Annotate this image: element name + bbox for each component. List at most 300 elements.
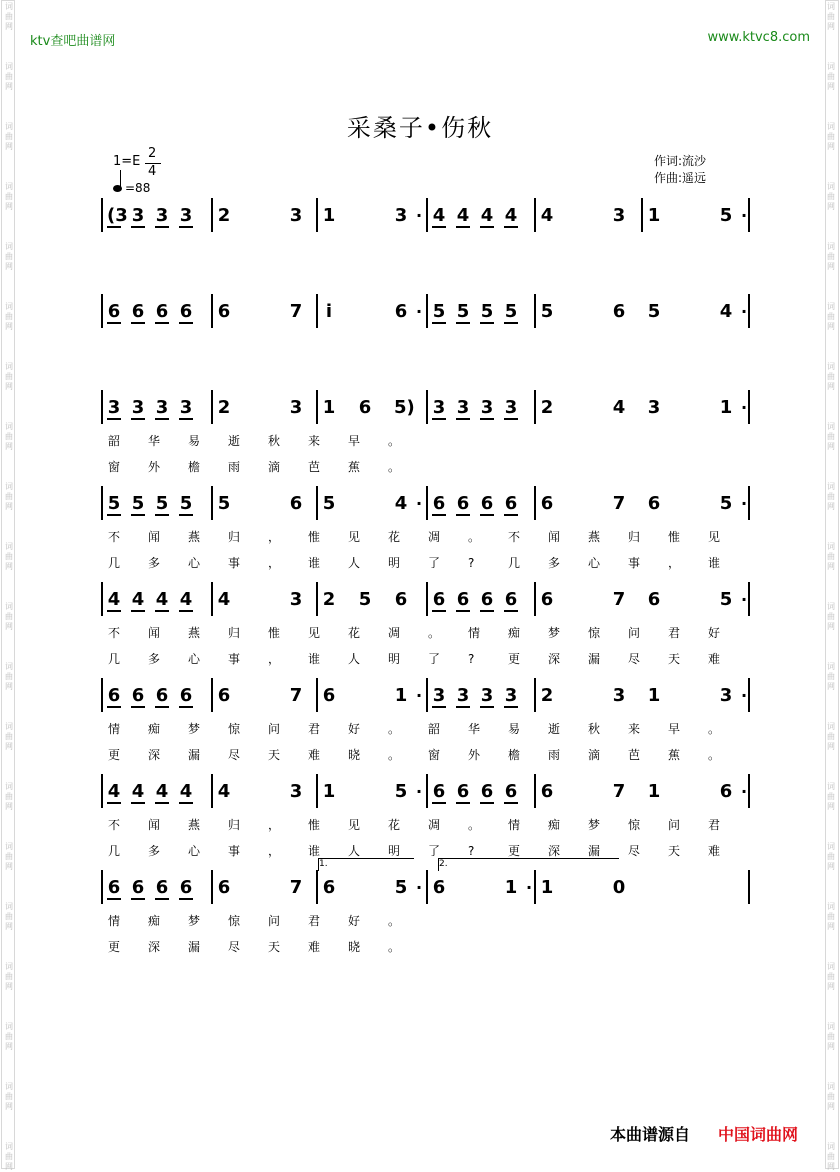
note: 6 (456, 589, 470, 610)
lyric-char: 问 (628, 626, 641, 640)
watermark-text: 词 曲 网 (5, 1142, 13, 1171)
note: 6 (456, 493, 470, 514)
watermark-text: 词 曲 网 (827, 1022, 835, 1051)
barline-end (748, 870, 750, 904)
note: 6 (540, 589, 554, 610)
lyric-char: ， (268, 556, 281, 570)
footer-site-link[interactable]: 中国词曲网 (718, 1125, 799, 1144)
note: 3 (612, 685, 626, 706)
watermark-text: 词 曲 网 (5, 542, 13, 571)
lyric-char: 逝 (548, 722, 561, 736)
lyric-char: 漏 (588, 652, 601, 666)
barline (211, 294, 213, 328)
barline (426, 198, 428, 232)
lyric-char: 芭 (308, 460, 321, 474)
note: 4 (155, 781, 169, 802)
lyric-char: 不 (508, 530, 521, 544)
lyric-char: 问 (268, 914, 281, 928)
barline (316, 678, 318, 712)
barline (426, 582, 428, 616)
watermark-text: 词 曲 网 (827, 662, 835, 691)
lyric-char: 惟 (268, 626, 281, 640)
note: 6 (107, 301, 121, 322)
watermark-text: 词 曲 网 (827, 602, 835, 631)
lyric-char: 事 (228, 844, 241, 858)
note: 6 (480, 589, 494, 610)
barline (534, 486, 536, 520)
note: 4 (540, 205, 554, 226)
note: 6 (217, 877, 231, 898)
lyric-char: ， (268, 530, 281, 544)
lyric-char: 君 (708, 818, 721, 832)
note: 5 (432, 301, 446, 322)
lyric-char: 更 (508, 844, 521, 858)
note: 5 (719, 493, 733, 514)
lyric-char: 情 (108, 722, 121, 736)
lyric-char: 谁 (308, 556, 321, 570)
lyric-char: 燕 (188, 626, 201, 640)
note: i (325, 301, 333, 322)
note: 3 (289, 589, 303, 610)
song-title: 采桑子•伤秋 (346, 114, 494, 142)
augmentation-dot: · (741, 302, 748, 321)
note: 4 (432, 205, 446, 226)
lyric-char: 事 (228, 652, 241, 666)
lyric-char: 更 (108, 940, 121, 954)
note: 1 (647, 685, 661, 706)
lyric-char: 凋 (428, 530, 441, 544)
note: 6 (540, 493, 554, 514)
augmentation-dot: · (416, 494, 423, 513)
watermark-text: 词 曲 网 (827, 122, 835, 151)
note: 7 (612, 781, 626, 802)
note: 5 (179, 493, 193, 514)
barline (211, 870, 213, 904)
barline (534, 870, 536, 904)
note: 1 (647, 205, 661, 226)
barline (101, 390, 103, 424)
note: 4 (179, 589, 193, 610)
lyric-char: 漏 (188, 940, 201, 954)
lyric-char: 早 (348, 434, 361, 448)
note: 5 (394, 781, 408, 802)
note: 5 (719, 205, 733, 226)
lyric-char: 惊 (588, 626, 601, 640)
note: 6 (504, 781, 518, 802)
left-border-strip (1, 0, 15, 1169)
lyric-char: 多 (148, 556, 161, 570)
watermark-text: 词 曲 网 (5, 62, 13, 91)
note: 6 (540, 781, 554, 802)
lyric-char: 秋 (588, 722, 601, 736)
barline (534, 390, 536, 424)
lyric-char: 痴 (548, 818, 561, 832)
watermark-text: 词 曲 网 (827, 422, 835, 451)
lyric-char: 闻 (148, 530, 161, 544)
lyric-char: 逝 (228, 434, 241, 448)
lyric-char: 尽 (228, 940, 241, 954)
lyric-char: 谁 (308, 844, 321, 858)
barline (426, 486, 428, 520)
lyric-char: 。 (388, 748, 401, 762)
barline (534, 294, 536, 328)
lyric-char: 窗 (108, 460, 121, 474)
watermark-text: 词 曲 网 (5, 662, 13, 691)
watermark-text: 词 曲 网 (827, 902, 835, 931)
header-site-name[interactable]: ktv查吧曲谱网 (30, 34, 116, 49)
note: 2 (217, 397, 231, 418)
note: 5) (394, 397, 415, 418)
lyric-char: 滴 (268, 460, 281, 474)
augmentation-dot: · (741, 686, 748, 705)
lyric-char: 归 (228, 530, 241, 544)
lyric-char: 明 (388, 556, 401, 570)
note: 0 (612, 877, 626, 898)
lyric-char: 芭 (628, 748, 641, 762)
note: 6 (432, 589, 446, 610)
lyric-char: 惟 (668, 530, 681, 544)
note: 6 (647, 493, 661, 514)
composer-credit: 作曲:遥远 (654, 171, 707, 185)
lyric-char: 多 (548, 556, 561, 570)
note: 6 (647, 589, 661, 610)
lyric-char: ， (268, 652, 281, 666)
note: 5 (504, 301, 518, 322)
lyric-char: 华 (148, 434, 161, 448)
lyric-char: 见 (308, 626, 321, 640)
lyric-char: 外 (148, 460, 161, 474)
barline (641, 198, 643, 232)
note: 7 (289, 877, 303, 898)
augmentation-dot: · (741, 206, 748, 225)
note: 5 (155, 493, 169, 514)
note: 4 (107, 589, 121, 610)
lyric-char: 花 (388, 818, 401, 832)
lyric-char: 谁 (708, 556, 721, 570)
note: 6 (322, 877, 336, 898)
watermark-text: 词 曲 网 (5, 2, 13, 31)
note: 4 (480, 205, 494, 226)
lyric-char: 心 (188, 556, 201, 570)
barline (426, 678, 428, 712)
watermark-text: 词 曲 网 (5, 842, 13, 871)
lyric-char: 惊 (228, 722, 241, 736)
watermark-text: 词 曲 网 (5, 962, 13, 991)
note: 4 (179, 781, 193, 802)
lyric-char: 明 (388, 844, 401, 858)
lyric-char: 难 (308, 748, 321, 762)
augmentation-dot: · (416, 302, 423, 321)
note: 6 (358, 397, 372, 418)
note: 6 (217, 685, 231, 706)
note: 4 (107, 781, 121, 802)
note: 3 (480, 685, 494, 706)
barline-end (748, 486, 750, 520)
barline (316, 486, 318, 520)
lyric-char: 易 (508, 722, 521, 736)
lyric-char: 天 (268, 748, 281, 762)
augmentation-dot: · (741, 398, 748, 417)
watermark-text: 词 曲 网 (827, 962, 835, 991)
note: 3 (179, 397, 193, 418)
note: 6 (131, 877, 145, 898)
note: 1 (647, 781, 661, 802)
lyric-char: 好 (348, 722, 361, 736)
lyric-char: ? (468, 556, 475, 570)
lyric-char: 难 (708, 844, 721, 858)
lyric-char: 更 (108, 748, 121, 762)
time-sig-bottom: 4 (148, 164, 157, 179)
barline (101, 870, 103, 904)
barline (316, 198, 318, 232)
note: 3 (432, 397, 446, 418)
note: 7 (612, 493, 626, 514)
barline (211, 582, 213, 616)
lyric-char: 晓 (348, 748, 361, 762)
lyric-char: 窗 (428, 748, 441, 762)
lyric-char: 几 (108, 652, 121, 666)
barline (101, 198, 103, 232)
lyric-char: 好 (348, 914, 361, 928)
barline-end (748, 198, 750, 232)
lyric-char: 多 (148, 844, 161, 858)
tempo-marking: =88 (125, 181, 151, 195)
barline (316, 582, 318, 616)
watermark-text: 词 曲 网 (5, 182, 13, 211)
note: 3 (155, 205, 169, 226)
note: 2 (217, 205, 231, 226)
lyric-char: 不 (108, 818, 121, 832)
note: 6 (504, 589, 518, 610)
note: 6 (217, 301, 231, 322)
lyric-char: 凋 (388, 626, 401, 640)
lyric-char: 痴 (508, 626, 521, 640)
header-site-url[interactable]: www.ktvc8.com (707, 30, 810, 45)
note: 7 (289, 685, 303, 706)
note: 4 (217, 589, 231, 610)
lyric-char: 。 (468, 818, 481, 832)
lyric-char: 见 (348, 818, 361, 832)
lyric-char: 雨 (548, 748, 561, 762)
barline (534, 582, 536, 616)
lyric-char: 心 (188, 844, 201, 858)
lyric-char: 燕 (188, 818, 201, 832)
lyric-char: ， (268, 818, 281, 832)
barline (211, 678, 213, 712)
lyric-char: 不 (108, 530, 121, 544)
lyric-char: 尽 (228, 748, 241, 762)
lyric-char: 燕 (588, 530, 601, 544)
watermark-text: 词 曲 网 (5, 602, 13, 631)
barline (101, 294, 103, 328)
note: 3 (394, 205, 408, 226)
barline (534, 774, 536, 808)
lyric-char: 花 (348, 626, 361, 640)
lyric-char: 君 (308, 722, 321, 736)
augmentation-dot: · (526, 878, 533, 897)
note: 6 (504, 493, 518, 514)
augmentation-dot: · (416, 206, 423, 225)
lyric-char: 情 (508, 818, 521, 832)
note: 6 (131, 685, 145, 706)
lyric-char: 归 (228, 818, 241, 832)
watermark-text: 词 曲 网 (5, 1022, 13, 1051)
lyric-char: 外 (468, 748, 481, 762)
watermark-text: 词 曲 网 (5, 1082, 13, 1111)
lyric-char: 。 (388, 914, 401, 928)
lyric-char: 易 (188, 434, 201, 448)
note: 6 (107, 685, 121, 706)
lyric-char: 不 (108, 626, 121, 640)
barline (534, 198, 536, 232)
watermark-text: 词 曲 网 (5, 122, 13, 151)
lyric-char: 心 (188, 652, 201, 666)
barline-end (748, 294, 750, 328)
lyric-char: 痴 (148, 914, 161, 928)
lyric-char: 蕉 (668, 748, 681, 762)
note: 6 (394, 589, 408, 610)
note: 3 (456, 397, 470, 418)
lyric-char: 尽 (628, 652, 641, 666)
watermark-text: 词 曲 网 (827, 302, 835, 331)
lyric-char: 尽 (628, 844, 641, 858)
note: 6 (179, 685, 193, 706)
lyric-char: 谁 (308, 652, 321, 666)
barline (211, 198, 213, 232)
lyric-char: 韶 (108, 434, 121, 448)
lyric-char: ， (668, 556, 681, 570)
barline (426, 294, 428, 328)
lyric-char: 燕 (188, 530, 201, 544)
note: 5 (647, 301, 661, 322)
note: 5 (322, 493, 336, 514)
note: (3 (107, 205, 128, 226)
note: 6 (155, 877, 169, 898)
note: 3 (719, 685, 733, 706)
lyric-char: 情 (108, 914, 121, 928)
barline (316, 294, 318, 328)
lyric-char: 问 (268, 722, 281, 736)
lyric-char: 。 (388, 940, 401, 954)
note: 6 (432, 493, 446, 514)
watermark-text: 词 曲 网 (827, 782, 835, 811)
lyric-char: 滴 (588, 748, 601, 762)
watermark-text: 词 曲 网 (827, 242, 835, 271)
note: 6 (456, 781, 470, 802)
barline-end (748, 390, 750, 424)
barline-end (748, 678, 750, 712)
note: 1 (322, 781, 336, 802)
lyric-char: 闻 (148, 818, 161, 832)
quarter-note-stem (120, 170, 121, 188)
note: 1 (504, 877, 518, 898)
time-sig-top: 2 (148, 146, 157, 161)
note: 2 (322, 589, 336, 610)
augmentation-dot: · (741, 782, 748, 801)
note: 6 (432, 781, 446, 802)
lyric-char: 事 (228, 556, 241, 570)
lyric-char: 深 (148, 940, 161, 954)
note: 6 (394, 301, 408, 322)
note: 6 (155, 301, 169, 322)
note: 1 (322, 397, 336, 418)
watermark-text: 词 曲 网 (827, 2, 835, 31)
lyric-char: 天 (668, 844, 681, 858)
lyric-char: 难 (708, 652, 721, 666)
lyric-char: 情 (468, 626, 481, 640)
note: 4 (217, 781, 231, 802)
lyric-char: 梦 (548, 626, 561, 640)
barline (316, 774, 318, 808)
note: 6 (289, 493, 303, 514)
lyric-char: 问 (668, 818, 681, 832)
barline (101, 678, 103, 712)
note: 4 (719, 301, 733, 322)
lyric-char: 。 (708, 748, 721, 762)
note: 3 (612, 205, 626, 226)
barline (211, 774, 213, 808)
lyric-char: 华 (468, 722, 481, 736)
note: 7 (612, 589, 626, 610)
note: 3 (131, 397, 145, 418)
lyric-char: 深 (548, 652, 561, 666)
note: 6 (131, 301, 145, 322)
lyric-char: 人 (348, 556, 361, 570)
note: 6 (480, 493, 494, 514)
lyric-char: 人 (348, 652, 361, 666)
note: 4 (456, 205, 470, 226)
note: 3 (131, 205, 145, 226)
lyric-char: 见 (708, 530, 721, 544)
augmentation-dot: · (416, 686, 423, 705)
watermark-text: 词 曲 网 (827, 842, 835, 871)
lyric-char: 。 (388, 460, 401, 474)
lyric-char: 。 (388, 434, 401, 448)
lyric-char: 惟 (308, 818, 321, 832)
note: 4 (131, 781, 145, 802)
lyric-char: 了 (428, 556, 441, 570)
note: 2 (540, 685, 554, 706)
lyric-char: 。 (388, 722, 401, 736)
lyric-char: 蕉 (348, 460, 361, 474)
lyric-char: ? (468, 652, 475, 666)
lyric-char: 难 (308, 940, 321, 954)
lyric-char: 闻 (548, 530, 561, 544)
note: 6 (612, 301, 626, 322)
lyric-char: 漏 (188, 748, 201, 762)
watermark-text: 词 曲 网 (5, 902, 13, 931)
note: 5 (394, 877, 408, 898)
augmentation-dot: · (416, 782, 423, 801)
watermark-text: 词 曲 网 (5, 362, 13, 391)
watermark-text: 词 曲 网 (827, 482, 835, 511)
lyric-char: 归 (228, 626, 241, 640)
note: 4 (155, 589, 169, 610)
lyricist-credit: 作词:流沙 (654, 154, 707, 168)
watermark-text: 词 曲 网 (827, 1142, 835, 1171)
key-signature: 1=E (113, 154, 141, 169)
note: 4 (394, 493, 408, 514)
note: 6 (155, 685, 169, 706)
watermark-text: 词 曲 网 (5, 782, 13, 811)
note: 3 (289, 397, 303, 418)
watermark-text: 词 曲 网 (827, 62, 835, 91)
note: 1 (322, 205, 336, 226)
lyric-char: ? (468, 844, 475, 858)
note: 3 (432, 685, 446, 706)
watermark-text: 词 曲 网 (827, 1082, 835, 1111)
lyric-char: 漏 (588, 844, 601, 858)
